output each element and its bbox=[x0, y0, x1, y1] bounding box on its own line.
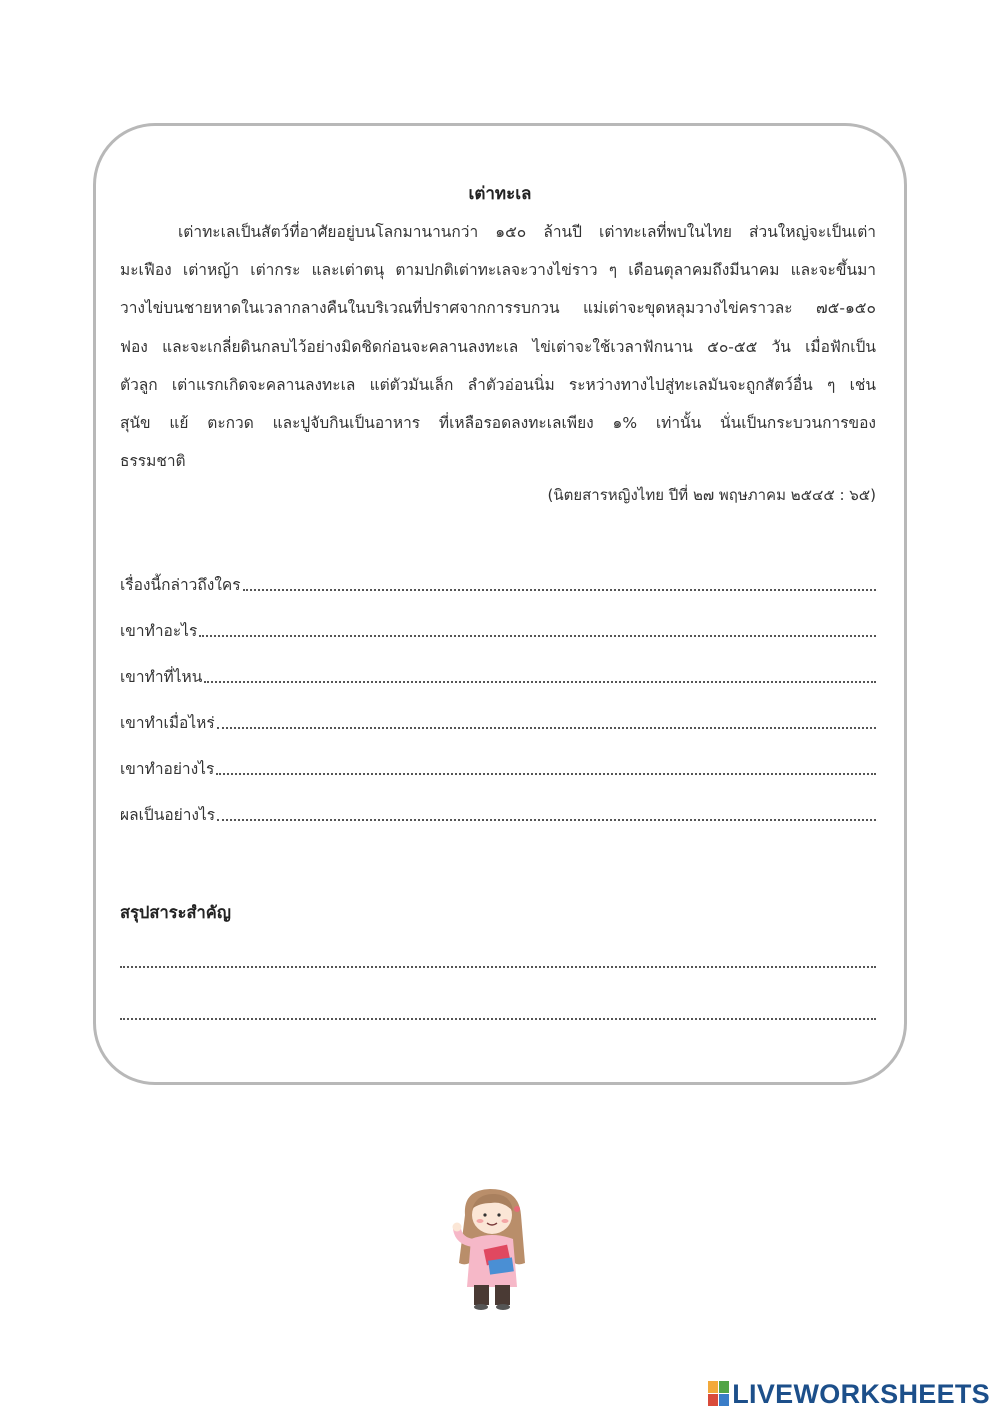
question-label: เขาทำที่ไหน bbox=[120, 668, 203, 686]
question-who bbox=[120, 573, 876, 597]
story-title: เต่าทะเล bbox=[468, 184, 532, 204]
question-label: เขาทำอย่างไร bbox=[120, 760, 215, 778]
story-line: วางไข่บนชายหาดในเวลากลางคืนในบริเวณที่ปราศจากการรบกวน แม่เต่าจะขุดหลุมวางไข่คราวละ ๗๕-๑๕๐ bbox=[120, 299, 876, 318]
source-citation: (นิตยสารหญิงไทย ปีที่ ๒๗ พฤษภาคม ๒๕๔๕ : ๖๕) bbox=[547, 486, 876, 504]
story-line: เต่าทะเลเป็นสัตว์ที่อาศัยอยู่บนโลกมานานกว่า ๑๕๐ ล้านปี เต่าทะเลที่พบในไทย ส่วนใหญ่จะเป็นเต่า bbox=[178, 223, 876, 241]
answer-field[interactable] bbox=[216, 771, 876, 775]
summary-answer-line[interactable] bbox=[120, 1016, 876, 1020]
answer-field[interactable] bbox=[217, 817, 876, 821]
story-paragraph bbox=[120, 213, 876, 480]
answer-field[interactable] bbox=[217, 725, 876, 729]
story-line: สุนัข แย้ ตะกวด และปูจับกินเป็นอาหาร ที่เหลือรอดลงทะเลเพียง ๑% เท่านั้น นั่นเป็นกระบวนการของ bbox=[120, 413, 876, 432]
question-label: เรื่องนี้กล่าวถึงใคร bbox=[120, 576, 241, 594]
question-result bbox=[120, 803, 876, 827]
story-line: ธรรมชาติ bbox=[120, 452, 186, 471]
summary-title: สรุปสาระสำคัญ bbox=[120, 903, 231, 922]
question-label: เขาทำอะไร bbox=[120, 622, 198, 640]
summary-answer-line[interactable] bbox=[120, 964, 876, 968]
brand-text: LIVEWORKSHEETS bbox=[732, 1378, 990, 1409]
girl-illustration bbox=[445, 1185, 540, 1315]
answer-field[interactable] bbox=[199, 633, 876, 637]
question-label: เขาทำเมื่อไหร่ bbox=[120, 714, 215, 732]
liveworksheets-logo[interactable] bbox=[708, 1378, 990, 1410]
story-line: ฟอง และจะเกลี่ยดินกลบไว้อย่างมิดชิดก่อนจะคลานลงทะเล ไข่เต่าจะใช้เวลาฟักนาน ๕๐-๕๕ วัน เมื่อฟักเป็น bbox=[120, 337, 876, 356]
question-how bbox=[120, 757, 876, 781]
question-where bbox=[120, 665, 876, 689]
answer-field[interactable] bbox=[204, 679, 876, 683]
question-label: ผลเป็นอย่างไร bbox=[120, 806, 216, 824]
answer-field[interactable] bbox=[243, 587, 876, 591]
question-what bbox=[120, 619, 876, 643]
question-when bbox=[120, 711, 876, 735]
story-line: ตัวลูก เต่าแรกเกิดจะคลานลงทะเล แต่ตัวมันเล็ก ลำตัวอ่อนนิ่ม ระหว่างทางไปสู่ทะเลมันจะถูกสัตว์อื่น ๆ เช่น bbox=[120, 375, 876, 394]
story-line: มะเฟือง เต่าหญ้า เต่ากระ และเต่าตนุ ตามปกติเต่าทะเลจะวางไข่ราว ๆ เดือนตุลาคมถึงมีนาคม และจะขึ้นมา bbox=[120, 261, 876, 280]
liveworksheets-icon bbox=[708, 1381, 730, 1407]
